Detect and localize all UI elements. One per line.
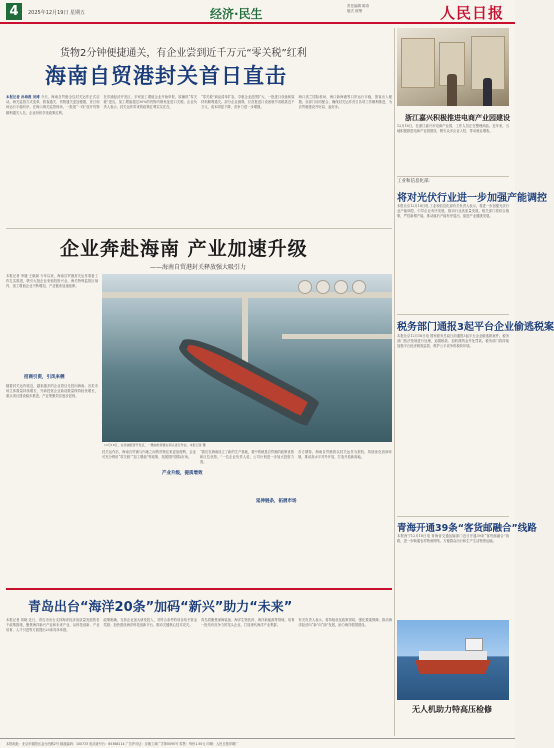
page-header bbox=[0, 0, 515, 24]
bottom-column-2: 政策明确，支持企业加大研发投入，对符合条件的项目给予资金奖励；加快建设海洋科技创新平台，推动关键核心技术攻关。 bbox=[103, 618, 197, 628]
divider-right-3 bbox=[397, 516, 509, 517]
newspaper-logo: 人民日报 bbox=[440, 4, 505, 22]
page-number: 4 bbox=[6, 3, 22, 20]
right-headline-3: 税务部门通报3起平台企业偷逃税案 bbox=[397, 322, 554, 333]
feature-headline: 企业奔赴海南 产业加速升级 bbox=[60, 238, 308, 260]
lead-column-1 bbox=[6, 95, 100, 225]
feature-column-3: 各方期待，海南自贸港将以封关运作为契机，持续优化营商环境，推动高水平对外开放，打造开放新高地。 bbox=[298, 450, 392, 460]
feature-column-2: “我们在海南设立了新的生产基地，看中的就是自贸港的政策优势和区位优势。”一位企业负责人说，公司计划进一步加大投资力度。 bbox=[200, 450, 294, 465]
feature-body bbox=[102, 450, 392, 560]
right-headline-1: 浙江嘉兴积极推进电商产业园建设 bbox=[405, 114, 510, 122]
lead-col1-text: 今天，海南自贸港全岛封关运作正式启动。海关监管方式变革，旅客通关、货物通关更加便捷，首日现场运行平稳有序。在海口海关监管现场，一批批“一线”放开货物顺利通关入岛，企业纷纷享受政策红利。 bbox=[6, 95, 100, 115]
right-text-5 bbox=[397, 716, 509, 736]
right-headline-2: 将对光伏行业进一步加强产能调控 bbox=[397, 193, 547, 204]
editor-credits bbox=[347, 4, 369, 14]
right-text-1: 12月18日，在浙江嘉兴市电商产业园，工作人员正在整理商品。近年来，当地积极推进电商产业园建设，吸引众多企业入驻，带动就业增收。 bbox=[397, 124, 509, 134]
issue-date: 2025年12月19日 星期五 bbox=[28, 10, 86, 16]
lead-byline: 本报记者 孙海燕 刘博 bbox=[6, 95, 40, 99]
lead-body bbox=[6, 95, 392, 225]
ecommerce-photo bbox=[397, 28, 509, 106]
feature-subhead-3: 延伸链条，拓展市场 bbox=[256, 499, 297, 504]
right-headline-5: 无人机助力特高压检修 bbox=[412, 705, 492, 714]
right-text-3: 本报北京12月18日电 国家税务总局日前通报3起平台企业偷逃税案件。税务部门依法依规进行处理，追缴税款、加收滞纳金并处罚款。税务部门将持续加强平台经济税收监管，维护公平竞争的税收环境。 bbox=[397, 334, 509, 349]
bottom-column-1: 本报记者 刘晓 近日，青岛市出台支持海洋经济高质量发展的若干政策措施，聚焦海洋新兴产业和未来产业，从科技创新、产业培育、人才引进等方面提出20条具体举措。 bbox=[6, 618, 100, 633]
lead-column-2: 在洋浦经济开发区，多家加工增值企业开始申报，原辅料“零关税”进岛，加工增值超过30%的货物内销免征进口关税。企业负责人表示，封关运作带来的政策红利实实在在。 bbox=[103, 95, 197, 110]
divider-right-2 bbox=[397, 314, 509, 315]
right-column-divider bbox=[394, 28, 395, 736]
port-tanker-photo bbox=[102, 274, 392, 442]
port-photo-caption: 12月18日，在洋浦经济开发区，一艘油轮停靠在码头进行作业。本报记者 摄 bbox=[104, 443, 206, 447]
lead-column-3: “零关税”商品清单扩容，享惠企业范围扩大，一批进口设备和原材料顺利通关。部分企业测算，仅首批进口设备就节省税款近千万元，成本明显下降，竞争力进一步增强。 bbox=[201, 95, 295, 110]
feature-subheadline: ——海南自贸港封关释放强大吸引力 bbox=[150, 264, 247, 271]
feature-left-text-2: 随着封关运作临近，越来越多的企业将目光投向海南。各类市场主体数量持续增长，外商投资企业新设数量保持较快增长，重点项目建设稳步推进，产业集聚效应逐步显现。 bbox=[6, 384, 98, 399]
feature-subhead-2: 产业升级，提质增效 bbox=[162, 471, 203, 476]
divider-right-1 bbox=[397, 176, 509, 177]
right-kicker-2: 工业和信息化部： bbox=[397, 179, 433, 184]
editor-line-2: 版式 统筹 bbox=[347, 9, 363, 13]
lead-headline: 海南自贸港封关首日直击 bbox=[45, 64, 287, 88]
section-title: 经济·民生 bbox=[210, 7, 263, 21]
bottom-body bbox=[6, 618, 392, 734]
right-headline-4: 青海开通39条“客货邮融合”线路 bbox=[397, 523, 537, 534]
feature-subhead-1: 招商引资，引凤来栖 bbox=[24, 375, 65, 380]
editor-line-1: 责任编辑 陈奇 bbox=[347, 4, 370, 8]
feature-left-column bbox=[6, 274, 98, 582]
page-footer: 本报地址：北京市朝阳区金台西路2号 邮政编码：100733 电话查号台：65368114 广告许可证：京朝工商广字第0095号 零售：每份1.50元 印刷：人民日报印刷厂 bbox=[0, 738, 515, 748]
lead-kicker: 货物2分钟便捷通关，有企业尝到近千万元“零关税”红利 bbox=[60, 48, 307, 59]
divider-lead bbox=[6, 228, 392, 229]
right-text-2: 本报北京12月18日电 工业和信息化部有关负责人表示，将进一步加强光伏行业产能调控，引导企业有序发展，推动行业高质量发展。相关部门将综合施策，严控新增产能，推动落后产能有序退出，促进产业健康发展。 bbox=[397, 204, 509, 219]
bottom-column-4: 有关负责人表示，将持续优化政策供给，强化要素保障，推动海洋经济向“新”向“绿”发展，助力海洋强国建设。 bbox=[298, 618, 392, 628]
right-text-4: 本报西宁12月18日电 青海省交通运输部门近日开通39条“客货邮融合”线路，进一步畅通农村物流网络，方便群众出行和生产生活物资运输。 bbox=[397, 534, 509, 544]
bottom-headline: 青岛出台“海洋20条”加码“新兴”助力“未来” bbox=[28, 600, 293, 615]
divider-bottom bbox=[6, 588, 392, 590]
lead-column-4: 海口美兰国际机场、海口新海港等口岸运行平稳，旅客出入便捷。各部门协同配合，确保封关运作首日各项工作顺利推进，为自贸港建设开好局、起好步。 bbox=[298, 95, 392, 110]
bottom-column-3: 青岛将聚焦深海装备、海洋生物医药、海洋新能源等领域，培育一批具有竞争力的龙头企业，打造现代海洋产业集群。 bbox=[201, 618, 295, 628]
drone-inspection-photo bbox=[397, 620, 509, 700]
feature-left-text-1: 本报记者 李婕 王晓斌 今年以来，海南自贸港封关运作准备工作扎实推进，吸引大批企业来琼投资兴业。海关特殊监管区域内，加工增值企业不断增加，产业链条加速延伸。 bbox=[6, 274, 98, 289]
feature-column-1: 封关运作后，海南自贸港与内地之间的货物往来更加便利，企业可充分利用“零关税”“加工增值”等政策，拓展国内国际市场。 bbox=[102, 450, 196, 460]
